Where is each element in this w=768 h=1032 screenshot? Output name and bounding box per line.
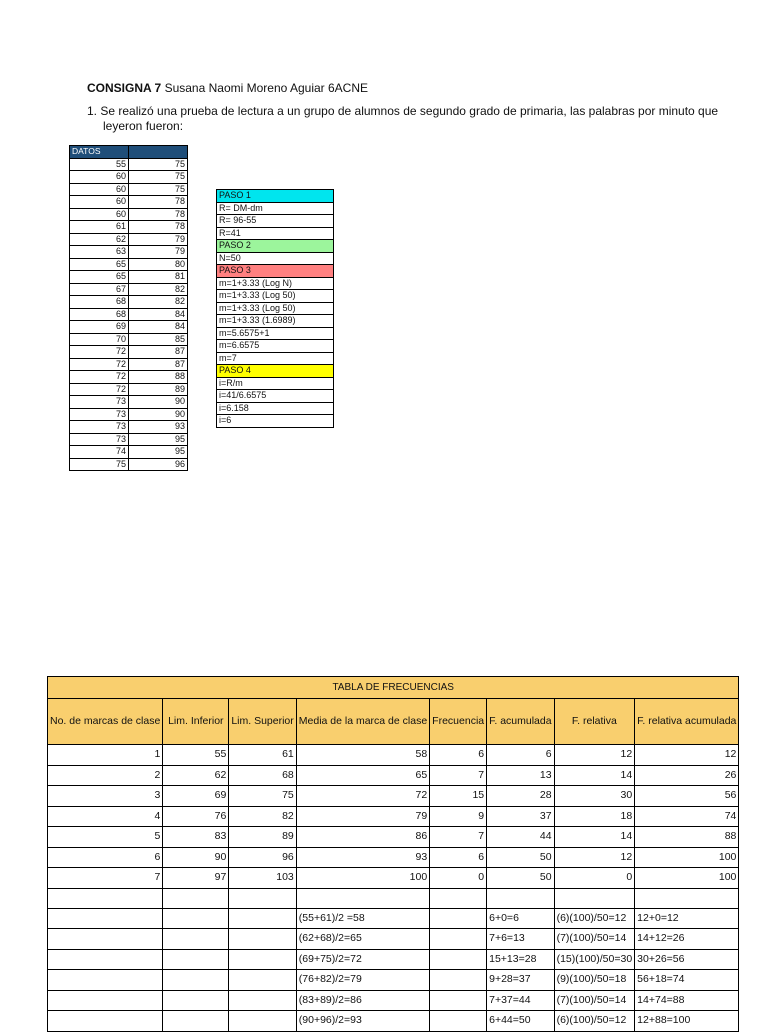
datos-row [70, 371, 188, 384]
paso-step-line: m=5.6575+1 [217, 327, 334, 340]
frequency-cell: 13 [487, 765, 554, 786]
datos-body [70, 146, 188, 471]
calculation-cell [229, 929, 296, 950]
calculation-row [48, 970, 739, 991]
datos-cell: 62 [70, 233, 129, 246]
paso-row [217, 365, 334, 378]
datos-row [70, 308, 188, 321]
calculation-cell: (69+75)/2=72 [296, 949, 429, 970]
frequency-cell: 100 [296, 868, 429, 889]
calculation-cell: (76+82)/2=79 [296, 970, 429, 991]
calculation-cell [430, 1011, 487, 1032]
datos-row [70, 421, 188, 434]
calculation-cell: (62+68)/2=65 [296, 929, 429, 950]
datos-cell: 81 [129, 271, 188, 284]
frequency-cell: 93 [296, 847, 429, 868]
frequency-cell: 100 [635, 847, 739, 868]
blank-cell [48, 888, 163, 908]
frequency-cell: 6 [430, 847, 487, 868]
frequency-cell: 26 [635, 765, 739, 786]
datos-cell: 69 [70, 321, 129, 334]
blank-cell [163, 888, 229, 908]
frequency-cell: 100 [635, 868, 739, 889]
datos-header-row [70, 146, 188, 159]
frequency-cell: 88 [635, 827, 739, 848]
datos-row [70, 271, 188, 284]
datos-cell: 88 [129, 371, 188, 384]
datos-cell: 78 [129, 221, 188, 234]
frequency-cell: 89 [229, 827, 296, 848]
frequency-body [48, 677, 739, 1032]
frequency-cell: 56 [635, 786, 739, 807]
paso-step-line: i=6 [217, 415, 334, 428]
frequency-cell: 18 [554, 806, 635, 827]
datos-row [70, 358, 188, 371]
paso-row [217, 190, 334, 203]
datos-cell: 63 [70, 246, 129, 259]
datos-row [70, 183, 188, 196]
calculation-cell: 14+12=26 [635, 929, 739, 950]
paso-step-header: PASO 1 [217, 190, 334, 203]
frequency-cell: 2 [48, 765, 163, 786]
datos-row [70, 433, 188, 446]
datos-cell: 82 [129, 283, 188, 296]
frequency-cell: 86 [296, 827, 429, 848]
datos-row [70, 321, 188, 334]
calculation-cell [430, 908, 487, 929]
frequency-cell: 76 [163, 806, 229, 827]
paso-step-line: R=41 [217, 227, 334, 240]
paso-step-line: N=50 [217, 252, 334, 265]
calculation-cell [229, 1011, 296, 1032]
calculation-cell [229, 908, 296, 929]
calculation-cell: 14+74=88 [635, 990, 739, 1011]
blank-cell [430, 888, 487, 908]
frequency-cell: 75 [229, 786, 296, 807]
heading [87, 81, 368, 95]
datos-row [70, 221, 188, 234]
paso-step-line: m=1+3.33 (Log 50) [217, 302, 334, 315]
datos-row [70, 333, 188, 346]
datos-cell: 75 [129, 183, 188, 196]
datos-cell: 89 [129, 383, 188, 396]
calculation-cell [229, 970, 296, 991]
column-header: Lim. Superior [229, 699, 296, 745]
frequency-cell: 82 [229, 806, 296, 827]
column-header: No. de marcas de clase [48, 699, 163, 745]
datos-cell: 60 [70, 171, 129, 184]
calculation-cell: 7+6=13 [487, 929, 554, 950]
paso-row [217, 290, 334, 303]
datos-row [70, 208, 188, 221]
datos-row [70, 396, 188, 409]
frequency-title-row [48, 677, 739, 699]
datos-row [70, 383, 188, 396]
paso-step-line: m=6.6575 [217, 340, 334, 353]
datos-cell: 61 [70, 221, 129, 234]
frequency-cell: 3 [48, 786, 163, 807]
datos-cell: 73 [70, 408, 129, 421]
calculation-cell: 7+37=44 [487, 990, 554, 1011]
frequency-row [48, 847, 739, 868]
paso-row [217, 252, 334, 265]
datos-cell: 96 [129, 458, 188, 471]
paso-row [217, 327, 334, 340]
frequency-row [48, 745, 739, 766]
calculation-cell [229, 949, 296, 970]
frequency-cell: 83 [163, 827, 229, 848]
calculation-cell: 6+0=6 [487, 908, 554, 929]
datos-row [70, 233, 188, 246]
frequency-cell: 44 [487, 827, 554, 848]
paso-row [217, 390, 334, 403]
paso-row [217, 240, 334, 253]
datos-row [70, 171, 188, 184]
column-header: Frecuencia [430, 699, 487, 745]
calculation-row [48, 1011, 739, 1032]
author-name: Susana Naomi Moreno Aguiar 6ACNE [164, 81, 369, 95]
calculation-cell: (6)(100)/50=12 [554, 1011, 635, 1032]
paso-step-line: m=1+3.33 (Log 50) [217, 290, 334, 303]
frequency-cell: 69 [163, 786, 229, 807]
frequency-cell: 6 [430, 745, 487, 766]
datos-cell: 75 [129, 171, 188, 184]
frequency-cell: 28 [487, 786, 554, 807]
calculation-cell: 15+13=28 [487, 949, 554, 970]
datos-cell: 93 [129, 421, 188, 434]
frequency-cell: 6 [48, 847, 163, 868]
frequency-row [48, 806, 739, 827]
calculation-cell [163, 1011, 229, 1032]
paso-step-line: i=41/6.6575 [217, 390, 334, 403]
calculation-cell [430, 970, 487, 991]
blank-cell [296, 888, 429, 908]
datos-cell: 73 [70, 421, 129, 434]
column-header: Lim. Inferior [163, 699, 229, 745]
datos-row [70, 246, 188, 259]
paso-row [217, 265, 334, 278]
blank-cell [487, 888, 554, 908]
paso-step-header: PASO 3 [217, 265, 334, 278]
datos-row [70, 408, 188, 421]
frequency-row [48, 786, 739, 807]
datos-cell: 79 [129, 246, 188, 259]
datos-cell: 74 [70, 446, 129, 459]
frequency-table [47, 676, 739, 1032]
datos-cell: 60 [70, 208, 129, 221]
frequency-cell: 7 [48, 868, 163, 889]
frequency-cell: 74 [635, 806, 739, 827]
column-header: F. relativa acumulada [635, 699, 739, 745]
question-line-1: 1. Se realizó una prueba de lectura a un grupo de alumnos de segundo grado de primaria, las palabras por minuto que [87, 104, 719, 118]
datos-cell: 79 [129, 233, 188, 246]
datos-row [70, 296, 188, 309]
frequency-cell: 5 [48, 827, 163, 848]
frequency-cell: 55 [163, 745, 229, 766]
paso-step-header: PASO 4 [217, 365, 334, 378]
frequency-cell: 4 [48, 806, 163, 827]
datos-header-empty [129, 146, 188, 159]
blank-cell [635, 888, 739, 908]
datos-row [70, 458, 188, 471]
datos-cell: 84 [129, 308, 188, 321]
frequency-cell: 1 [48, 745, 163, 766]
calculation-cell [48, 949, 163, 970]
calculation-cell [48, 908, 163, 929]
paso-step-line: i=R/m [217, 377, 334, 390]
calculation-cell: (90+96)/2=93 [296, 1011, 429, 1032]
datos-cell: 78 [129, 208, 188, 221]
calculation-cell [163, 929, 229, 950]
calculation-cell: 12+88=100 [635, 1011, 739, 1032]
paso-row [217, 277, 334, 290]
frequency-cell: 0 [430, 868, 487, 889]
datos-cell: 90 [129, 408, 188, 421]
frequency-cell: 50 [487, 847, 554, 868]
datos-cell: 95 [129, 433, 188, 446]
calculation-cell [48, 929, 163, 950]
datos-cell: 65 [70, 271, 129, 284]
datos-row [70, 158, 188, 171]
frequency-cell: 103 [229, 868, 296, 889]
calculation-cell [430, 929, 487, 950]
datos-cell: 68 [70, 296, 129, 309]
calculation-cell [229, 990, 296, 1011]
datos-cell: 60 [70, 196, 129, 209]
blank-cell [229, 888, 296, 908]
calculation-cell: 30+26=56 [635, 949, 739, 970]
paso-step-line: i=6.158 [217, 402, 334, 415]
frequency-row [48, 827, 739, 848]
frequency-cell: 68 [229, 765, 296, 786]
pasos-body [217, 190, 334, 428]
calculation-cell: 56+18=74 [635, 970, 739, 991]
calculation-cell: (83+89)/2=86 [296, 990, 429, 1011]
calculation-cell [163, 908, 229, 929]
column-header: F. relativa [554, 699, 635, 745]
blank-cell [554, 888, 635, 908]
datos-header: DATOS [70, 146, 129, 159]
datos-row [70, 446, 188, 459]
frequency-cell: 79 [296, 806, 429, 827]
frequency-cell: 72 [296, 786, 429, 807]
calculation-cell: 12+0=12 [635, 908, 739, 929]
paso-row [217, 377, 334, 390]
calculation-row [48, 908, 739, 929]
paso-row [217, 227, 334, 240]
frequency-cell: 90 [163, 847, 229, 868]
calculation-row [48, 990, 739, 1011]
datos-row [70, 258, 188, 271]
paso-row [217, 202, 334, 215]
datos-cell: 67 [70, 283, 129, 296]
question-text [87, 104, 727, 134]
datos-row [70, 283, 188, 296]
frequency-cell: 12 [554, 745, 635, 766]
calculation-cell: (15)(100)/50=30 [554, 949, 635, 970]
calculation-cell: 9+28=37 [487, 970, 554, 991]
frequency-cell: 58 [296, 745, 429, 766]
paso-row [217, 402, 334, 415]
paso-step-line: m=7 [217, 352, 334, 365]
calculation-cell: (9)(100)/50=18 [554, 970, 635, 991]
datos-cell: 72 [70, 371, 129, 384]
datos-cell: 78 [129, 196, 188, 209]
datos-cell: 72 [70, 346, 129, 359]
datos-cell: 87 [129, 346, 188, 359]
frequency-cell: 15 [430, 786, 487, 807]
datos-cell: 75 [70, 458, 129, 471]
frequency-cell: 96 [229, 847, 296, 868]
paso-step-line: m=1+3.33 (Log N) [217, 277, 334, 290]
frequency-cell: 37 [487, 806, 554, 827]
paso-step-line: R= DM-dm [217, 202, 334, 215]
frequency-cell: 61 [229, 745, 296, 766]
calculation-cell [48, 1011, 163, 1032]
datos-cell: 85 [129, 333, 188, 346]
datos-cell: 73 [70, 433, 129, 446]
calculation-cell [48, 990, 163, 1011]
datos-cell: 55 [70, 158, 129, 171]
frequency-cell: 14 [554, 765, 635, 786]
paso-step-line: R= 96-55 [217, 215, 334, 228]
frequency-cell: 50 [487, 868, 554, 889]
datos-cell: 65 [70, 258, 129, 271]
calculation-cell [163, 970, 229, 991]
datos-cell: 80 [129, 258, 188, 271]
calculation-cell: (6)(100)/50=12 [554, 908, 635, 929]
datos-cell: 70 [70, 333, 129, 346]
pasos-table [216, 189, 334, 428]
calculation-row [48, 949, 739, 970]
datos-cell: 72 [70, 358, 129, 371]
paso-row [217, 415, 334, 428]
frequency-cell: 62 [163, 765, 229, 786]
paso-row [217, 302, 334, 315]
paso-step-header: PASO 2 [217, 240, 334, 253]
consigna-label: CONSIGNA 7 [87, 81, 162, 95]
calculation-row [48, 929, 739, 950]
datos-cell: 95 [129, 446, 188, 459]
frequency-cell: 9 [430, 806, 487, 827]
datos-cell: 60 [70, 183, 129, 196]
calculation-cell [430, 949, 487, 970]
calculation-cell [430, 990, 487, 1011]
datos-cell: 72 [70, 383, 129, 396]
datos-cell: 68 [70, 308, 129, 321]
frequency-cell: 0 [554, 868, 635, 889]
calculation-cell [163, 990, 229, 1011]
datos-cell: 90 [129, 396, 188, 409]
datos-cell: 82 [129, 296, 188, 309]
calculation-cell [48, 970, 163, 991]
calculation-cell: (55+61)/2 =58 [296, 908, 429, 929]
frequency-cell: 14 [554, 827, 635, 848]
datos-row [70, 346, 188, 359]
paso-row [217, 340, 334, 353]
paso-row [217, 215, 334, 228]
frequency-cell: 30 [554, 786, 635, 807]
frequency-cell: 12 [635, 745, 739, 766]
frequency-header-row [48, 699, 739, 745]
frequency-cell: 7 [430, 765, 487, 786]
calculation-cell [163, 949, 229, 970]
frequency-cell: 7 [430, 827, 487, 848]
datos-cell: 87 [129, 358, 188, 371]
datos-table [69, 145, 188, 471]
column-header: F. acumulada [487, 699, 554, 745]
paso-row [217, 315, 334, 328]
calculation-cell: (7)(100)/50=14 [554, 929, 635, 950]
blank-row [48, 888, 739, 908]
frequency-title: TABLA DE FRECUENCIAS [48, 677, 739, 699]
column-header: Media de la marca de clase [296, 699, 429, 745]
datos-cell: 84 [129, 321, 188, 334]
frequency-row [48, 765, 739, 786]
paso-step-line: m=1+3.33 (1.6989) [217, 315, 334, 328]
question-line-2: leyeron fueron: [103, 119, 184, 133]
datos-cell: 73 [70, 396, 129, 409]
datos-row [70, 196, 188, 209]
frequency-cell: 65 [296, 765, 429, 786]
calculation-cell: (7)(100)/50=14 [554, 990, 635, 1011]
frequency-cell: 6 [487, 745, 554, 766]
calculation-cell: 6+44=50 [487, 1011, 554, 1032]
datos-cell: 75 [129, 158, 188, 171]
frequency-row [48, 868, 739, 889]
frequency-cell: 12 [554, 847, 635, 868]
paso-row [217, 352, 334, 365]
frequency-cell: 97 [163, 868, 229, 889]
